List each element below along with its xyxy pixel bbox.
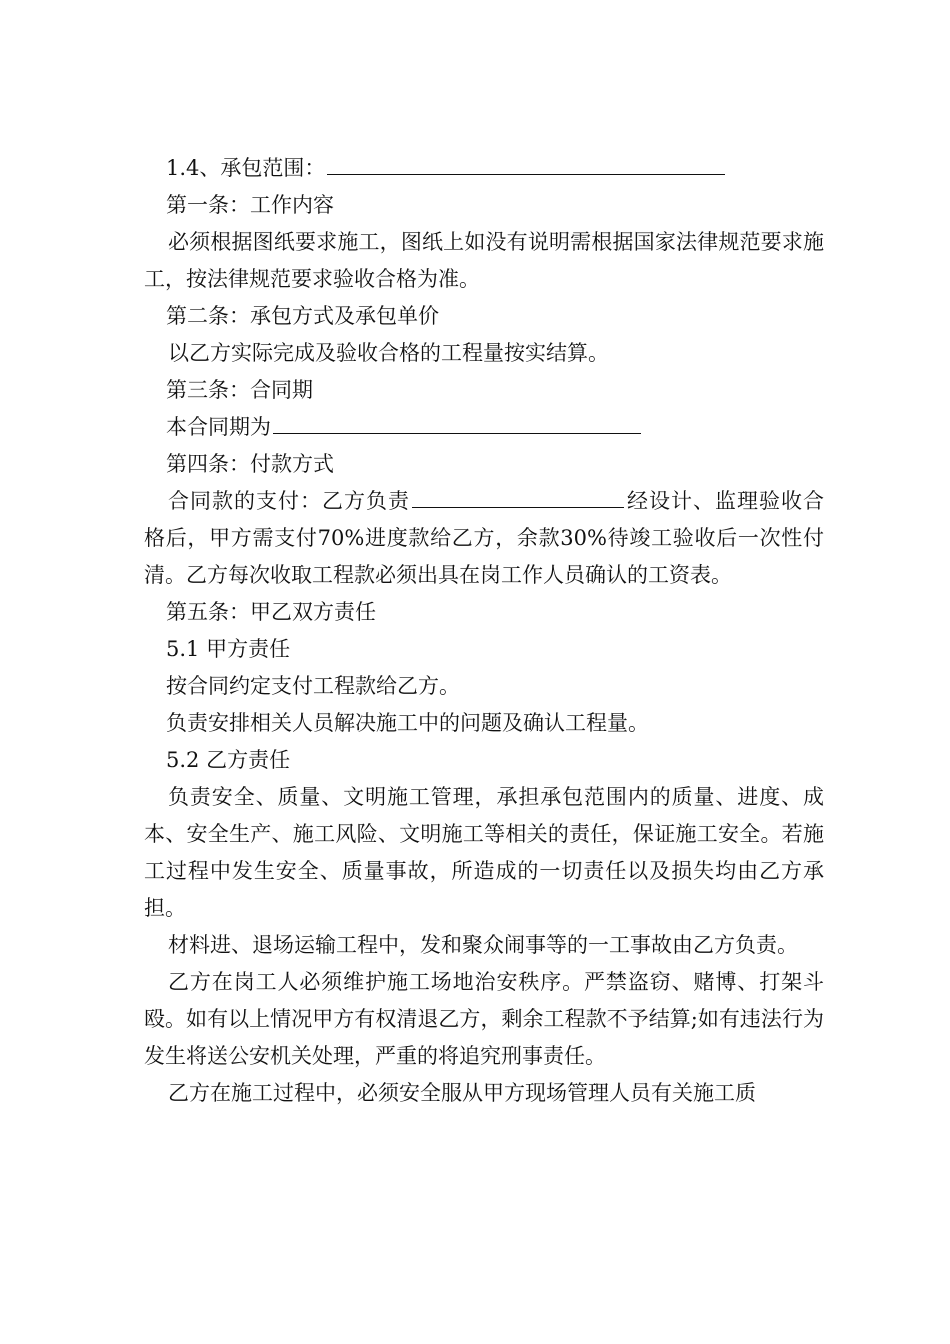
period-blank [273, 409, 641, 434]
party-b-item: 乙方在施工过程中，必须安全服从甲方现场管理人员有关施工质 [168, 1081, 756, 1105]
article2-title: 第二条：承包方式及承包单价 [166, 304, 439, 328]
article2-body: 以乙方实际完成及验收合格的工程量按实结算。 [168, 341, 609, 365]
period-label: 本合同期为 [166, 415, 271, 439]
article5-title: 第五条：甲乙双方责任 [166, 600, 376, 624]
scope-label: 1.4、承包范围： [166, 156, 326, 180]
pay-suffix: 经设计、监理验收合格后，甲方需支付70%进度款给乙方，余款30%待竣工验收后一次性付清。乙方每次收取工程款必须出具在岗工作人员确认的工资表。 [144, 489, 824, 587]
article1-title: 第一条：工作内容 [166, 193, 334, 217]
pay-blank [412, 483, 624, 508]
contract-page [144, 150, 824, 1112]
article4-body [144, 483, 824, 594]
scope-blank [327, 150, 725, 175]
article4-title: 第四条：付款方式 [166, 452, 334, 476]
scope-line [144, 150, 824, 187]
party-b-item: 材料进、退场运输工程中，发和聚众闹事等的一工事故由乙方负责。 [168, 933, 798, 957]
article1-body: 必须根据图纸要求施工，图纸上如没有说明需根据国家法律规范要求施工，按法律规范要求验收合格为准。 [144, 230, 824, 291]
party-b-title: 5.2 乙方责任 [166, 748, 291, 772]
party-b-item: 乙方在岗工人必须维护施工场地治安秩序。严禁盗窃、赌博、打架斗殴。如有以上情况甲方有权清退乙方，剩余工程款不予结算;如有违法行为发生将送公安机关处理，严重的将追究刑事责任。 [144, 970, 824, 1068]
party-a-item: 按合同约定支付工程款给乙方。 [166, 674, 460, 698]
article3-title: 第三条：合同期 [166, 378, 313, 402]
party-a-title: 5.1 甲方责任 [166, 637, 291, 661]
period-line [144, 409, 824, 446]
party-b-item: 负责安全、质量、文明施工管理，承担承包范围内的质量、进度、成本、安全生产、施工风险、文明施工等相关的责任，保证施工安全。若施工过程中发生安全、质量事故，所造成的一切责任以及损失均由乙方承担。 [144, 785, 824, 920]
party-a-item: 负责安排相关人员解决施工中的问题及确认工程量。 [166, 711, 649, 735]
pay-prefix: 合同款的支付：乙方负责 [168, 489, 410, 513]
